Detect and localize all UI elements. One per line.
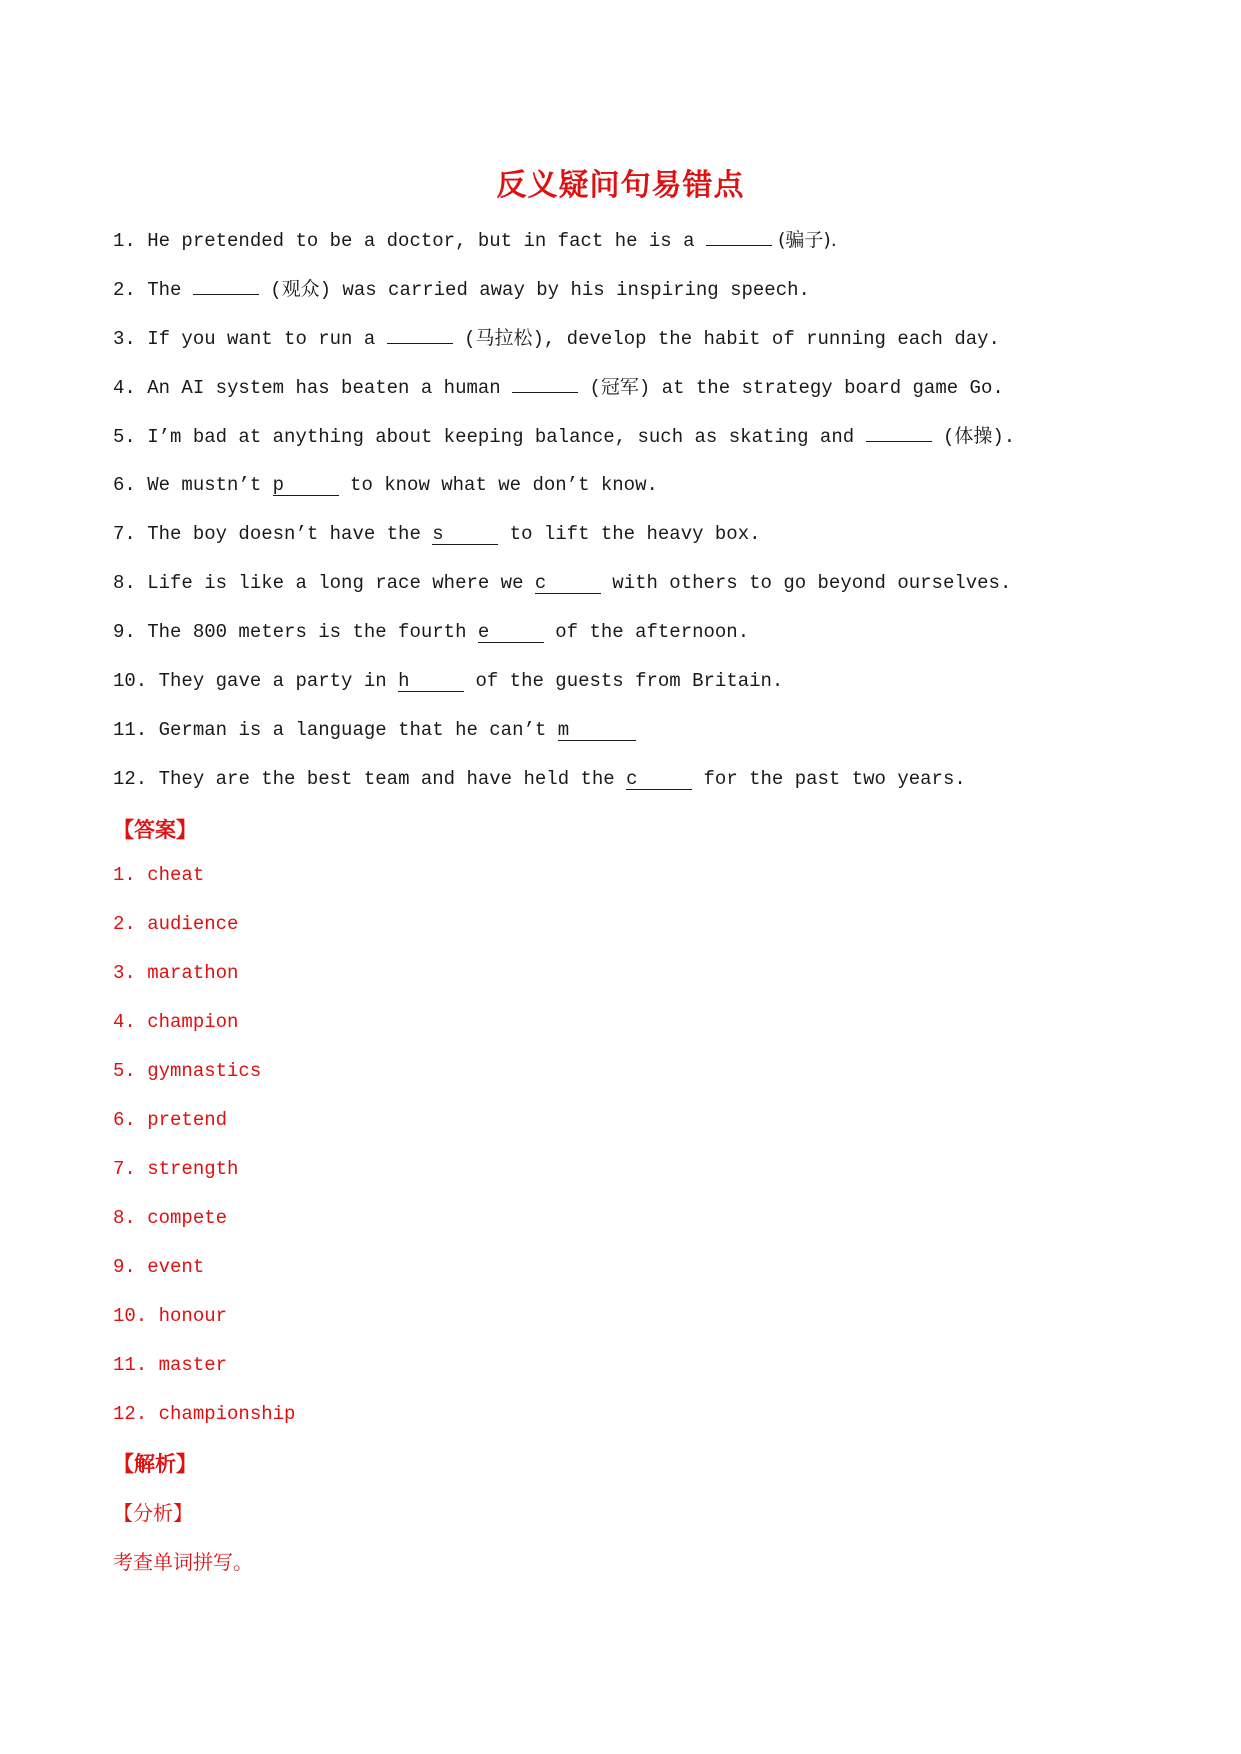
question-text-after: (观众) was carried away by his inspiring speech. <box>258 279 810 301</box>
question-text-before: Life is like a long race where we <box>147 572 535 594</box>
question-number: 8. <box>113 572 136 594</box>
question-text-before: An AI system has beaten a human <box>147 377 513 399</box>
question-item <box>113 666 1163 715</box>
question-number: 4. <box>113 377 136 399</box>
answer-blank-with-letter: m <box>558 720 636 741</box>
question-text-before: The <box>147 279 193 301</box>
question-item <box>113 421 1163 470</box>
answer-blank-with-letter: c <box>626 769 692 790</box>
question-number: 1. <box>113 230 136 252</box>
answer-blank <box>512 372 578 393</box>
answer-item: 6. pretend <box>113 1109 228 1131</box>
answer-blank <box>706 225 772 246</box>
question-text-after: (冠军) at the strategy board game Go. <box>578 377 1004 399</box>
question-number: 10. <box>113 670 148 692</box>
question-text-after: (骗子). <box>771 229 837 251</box>
question-text-before: German is a language that he can’t <box>158 719 558 741</box>
question-text-after: (体操). <box>931 426 1016 448</box>
answer-item: 11. master <box>113 1354 228 1376</box>
answer-item: 12. championship <box>113 1403 296 1425</box>
question-text-before: If you want to run a <box>147 328 387 350</box>
answer-item: 4. champion <box>113 1011 239 1033</box>
answer-blank-with-letter: s <box>432 524 498 545</box>
answer-blank-with-letter: c <box>535 573 601 594</box>
answer-item: 10. honour <box>113 1305 228 1327</box>
question-number: 6. <box>113 474 136 496</box>
question-number: 11. <box>113 719 148 741</box>
analysis-text: 考查单词拼写。 <box>113 1550 253 1574</box>
answer-item: 1. cheat <box>113 864 205 886</box>
question-item <box>113 470 1163 519</box>
question-text-before: The boy doesn’t have the <box>147 523 433 545</box>
question-item <box>113 764 1163 813</box>
analysis-subheading: 【分析】 <box>113 1501 193 1525</box>
question-text-before: We mustn’t <box>147 474 273 496</box>
question-text-before: They gave a party in <box>158 670 399 692</box>
answer-item: 5. gymnastics <box>113 1060 262 1082</box>
answer-blank <box>193 274 259 295</box>
question-text-before: I’m bad at anything about keeping balance, such as skating and <box>147 426 866 448</box>
answer-list <box>113 860 295 1448</box>
question-item <box>113 274 1163 323</box>
question-text-before: The 800 meters is the fourth <box>147 621 478 643</box>
question-item <box>113 715 1163 764</box>
answer-item: 9. event <box>113 1256 205 1278</box>
question-item <box>113 568 1163 617</box>
question-text-after: (马拉松), develop the habit of running each day. <box>452 328 1000 350</box>
answer-heading: 【答案】 <box>113 818 197 842</box>
question-number: 2. <box>113 279 136 301</box>
answer-blank <box>866 421 932 442</box>
question-text-after: to lift the heavy box. <box>498 523 761 545</box>
question-item <box>113 519 1163 568</box>
question-text-after: of the guests from Britain. <box>464 670 784 692</box>
question-item <box>113 323 1163 372</box>
answer-blank-with-letter: e <box>478 622 544 643</box>
question-text-after: of the afternoon. <box>543 621 750 643</box>
question-number: 7. <box>113 523 136 545</box>
question-number: 3. <box>113 328 136 350</box>
answer-blank-with-letter: p <box>273 475 339 496</box>
answer-blank <box>387 323 453 344</box>
question-item <box>113 617 1163 666</box>
analysis-heading: 【解析】 <box>113 1452 197 1476</box>
question-text-after: with others to go beyond ourselves. <box>600 572 1012 594</box>
question-number: 5. <box>113 426 136 448</box>
answer-item: 3. marathon <box>113 962 239 984</box>
question-list <box>113 225 1163 813</box>
answer-item: 2. audience <box>113 913 239 935</box>
question-item <box>113 225 1163 274</box>
answer-item: 8. compete <box>113 1207 228 1229</box>
question-text-before: They are the best team and have held the <box>158 768 627 790</box>
page-title: 反义疑问句易错点 <box>496 168 745 203</box>
answer-item: 7. strength <box>113 1158 239 1180</box>
question-number: 9. <box>113 621 136 643</box>
question-text-before: He pretended to be a doctor, but in fact he is a <box>147 230 706 252</box>
question-item <box>113 372 1163 421</box>
question-text-after: to know what we don’t know. <box>338 474 658 496</box>
answer-blank-with-letter: h <box>398 671 464 692</box>
question-text-after: for the past two years. <box>692 768 966 790</box>
question-number: 12. <box>113 768 148 790</box>
